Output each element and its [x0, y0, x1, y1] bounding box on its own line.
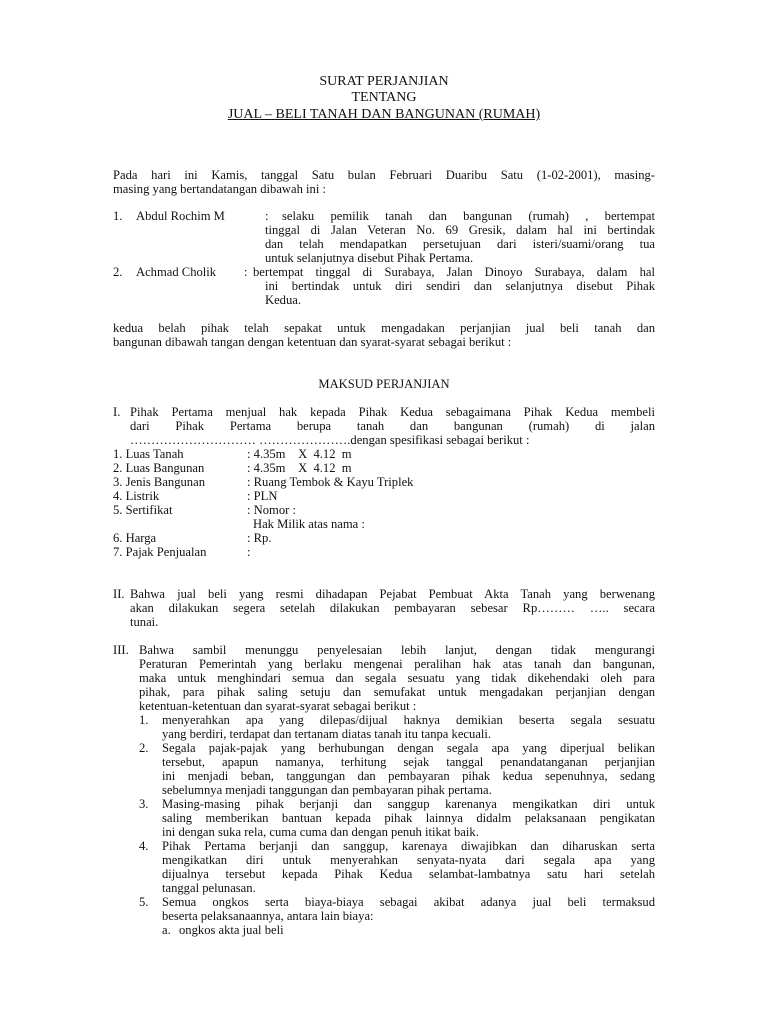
- party-2-number: 2.: [113, 265, 123, 279]
- clause-3-line-2: Peraturan Pemerintah yang berlaku mengenai peralihan hak atas tanah dan bangunan,: [139, 657, 655, 671]
- spec-4-label: 4. Listrik: [113, 489, 160, 503]
- spec-5-value: : Nomor :: [247, 503, 296, 517]
- clause-3-line-3: maka untuk menghindari semua dan segala sesuatu yang tidak dikehendaki oleh para: [139, 671, 655, 685]
- clause-3-line-5: ketentuan-ketentuan dan syarat-syarat sebagai berikut :: [139, 699, 417, 713]
- clause-3-line-4: pihak, para pihak saling setuju dan semufakat untuk mengadakan perjanjian dengan: [139, 685, 655, 699]
- party-1-line-1: selaku pemilik tanah dan bangunan (rumah) , bertempat: [282, 209, 655, 223]
- spec-1-label: 1. Luas Tanah: [113, 447, 184, 461]
- item-5-number: 5.: [139, 895, 149, 909]
- clause-2-line-1: Bahwa jual beli yang resmi dihadapan Pejabat Pembuat Akta Tanah yang berwenang: [130, 587, 655, 601]
- agreement-line-1: kedua belah pihak telah sepakat untuk mengadakan perjanjian jual beli tanah dan: [113, 321, 655, 335]
- spec-2-value: : 4.35m X 4.12 m: [247, 461, 352, 475]
- intro-line-1: Pada hari ini Kamis, tanggal Satu bulan Februari Duaribu Satu (1-02-2001), masing-: [113, 168, 655, 182]
- party-1-line-3: dan telah mendapatkan persetujuan dari isteri/suami/orang tua: [265, 237, 655, 251]
- subitem-a-text: ongkos akta jual beli: [179, 923, 284, 937]
- item-2-line-3: ini menjadi beban, tanggungan dan pembayaran pihak kedua sepenuhnya, sedang: [162, 769, 655, 783]
- clause-3-line-1: Bahwa sambil menunggu penyelesaian lebih lanjut, dengan tidak mengurangi: [139, 643, 655, 657]
- party-1-line-2: tinggal di Jalan Veteran No. 69 Gresik, dalam hal ini bertindak: [265, 223, 655, 237]
- spec-3-label: 3. Jenis Bangunan: [113, 475, 205, 489]
- item-4-line-1: Pihak Pertama berjanji dan sanggup, karenaya diwajibkan dan diharuskan serta: [162, 839, 655, 853]
- spec-6-label: 6. Harga: [113, 531, 157, 545]
- party-2-line-1: bertempat tinggal di Surabaya, Jalan Dinoyo Surabaya, dalam hal: [253, 265, 655, 279]
- subitem-a-letter: a.: [162, 923, 171, 937]
- item-4-line-3: dijualnya tersebut kepada Pihak Kedua selambat-lambatnya satu hari setelah: [162, 867, 655, 881]
- clause-2-line-3: tunai.: [130, 615, 159, 629]
- item-5-line-2: beserta pelaksanaannya, antara lain biaya:: [162, 909, 374, 923]
- clause-1-line-1: Pihak Pertama menjual hak kepada Pihak Kedua sebagaimana Pihak Kedua membeli: [130, 405, 655, 419]
- clause-1-line-2: dari Pihak Pertama berupa tanah dan bangunan (rumah) di jalan: [130, 419, 655, 433]
- agreement-line-2: bangunan dibawah tangan dengan ketentuan dan syarat-syarat sebagai berikut :: [113, 335, 512, 349]
- document-subtitle: TENTANG: [351, 90, 417, 105]
- item-2-number: 2.: [139, 741, 149, 755]
- clause-1-line-3: ………………………… ………………….dengan spesifikasi sebagai berikut :: [130, 433, 530, 447]
- party-2-separator: :: [244, 265, 248, 279]
- item-2-line-1: Segala pajak-pajak yang berhubungan dengan segala apa yang diperjual belikan: [162, 741, 655, 755]
- spec-3-value: : Ruang Tembok & Kayu Triplek: [247, 475, 414, 489]
- party-1-line-4: untuk selanjutnya disebut Pihak Pertama.: [265, 251, 474, 265]
- section-title: MAKSUD PERJANJIAN: [318, 377, 450, 391]
- item-2-line-2: tersebut, apapun namanya, terhitung sejak tanggal penandatanganan perjanjian: [162, 755, 655, 769]
- spec-1-value: : 4.35m X 4.12 m: [247, 447, 352, 461]
- clause-2-line-2: akan dilakukan segera setelah dilakukan pembayaran sebesar Rp……… ….. secara: [130, 601, 655, 615]
- clause-1-number: I.: [113, 405, 121, 419]
- item-3-number: 3.: [139, 797, 149, 811]
- spec-4-value: : PLN: [247, 489, 278, 503]
- party-2-line-2: ini bertindak untuk diri sendiri dan selanjutnya disebut Pihak: [265, 279, 655, 293]
- item-1-line-1: menyerahkan apa yang dilepas/dijual haknya demikian beserta segala sesuatu: [162, 713, 655, 727]
- item-4-line-4: tanggal pelunasan.: [162, 881, 256, 895]
- clause-2-number: II.: [113, 587, 125, 601]
- party-1-name: Abdul Rochim M: [136, 209, 225, 223]
- spec-5b-value: Hak Milik atas nama :: [253, 517, 365, 531]
- document-title: SURAT PERJANJIAN: [319, 74, 449, 89]
- party-2-line-3: Kedua.: [265, 293, 302, 307]
- item-3-line-1: Masing-masing pihak berjanji dan sanggup karenanya mengikatkan diri untuk: [162, 797, 655, 811]
- spec-7-value: :: [247, 545, 251, 559]
- item-5-line-1: Semua ongkos serta biaya-biaya sebagai akibat adanya jual beli termaksud: [162, 895, 655, 909]
- spec-6-value: : Rp.: [247, 531, 272, 545]
- item-2-line-4: sebelumnya menjadi tanggungan dan pembayaran pihak pertama.: [162, 783, 492, 797]
- item-1-number: 1.: [139, 713, 149, 727]
- item-4-number: 4.: [139, 839, 149, 853]
- spec-2-label: 2. Luas Bangunan: [113, 461, 205, 475]
- item-3-line-2: saling memberikan bantuan kepada pihak lainnya didalm pelaksanaan pengikatan: [162, 811, 655, 825]
- item-1-line-2: yang berdiri, terdapat dan tertanam diatas tanah itu tanpa kecuali.: [162, 727, 492, 741]
- party-1-separator: :: [265, 209, 269, 223]
- item-4-line-2: mengikatkan diri untuk menyerahkan senyata-nyata dari segala apa yang: [162, 853, 655, 867]
- item-3-line-3: ini dengan suka rela, cuma cuma dan dengan penuh itikat baik.: [162, 825, 479, 839]
- document-heading: JUAL – BELI TANAH DAN BANGUNAN (RUMAH): [227, 107, 541, 122]
- party-1-number: 1.: [113, 209, 123, 223]
- intro-line-2: masing yang bertandatangan dibawah ini :: [113, 182, 326, 196]
- party-2-name: Achmad Cholik: [136, 265, 217, 279]
- spec-7-label: 7. Pajak Penjualan: [113, 545, 207, 559]
- spec-5-label: 5. Sertifikat: [113, 503, 173, 517]
- clause-3-number: III.: [113, 643, 129, 657]
